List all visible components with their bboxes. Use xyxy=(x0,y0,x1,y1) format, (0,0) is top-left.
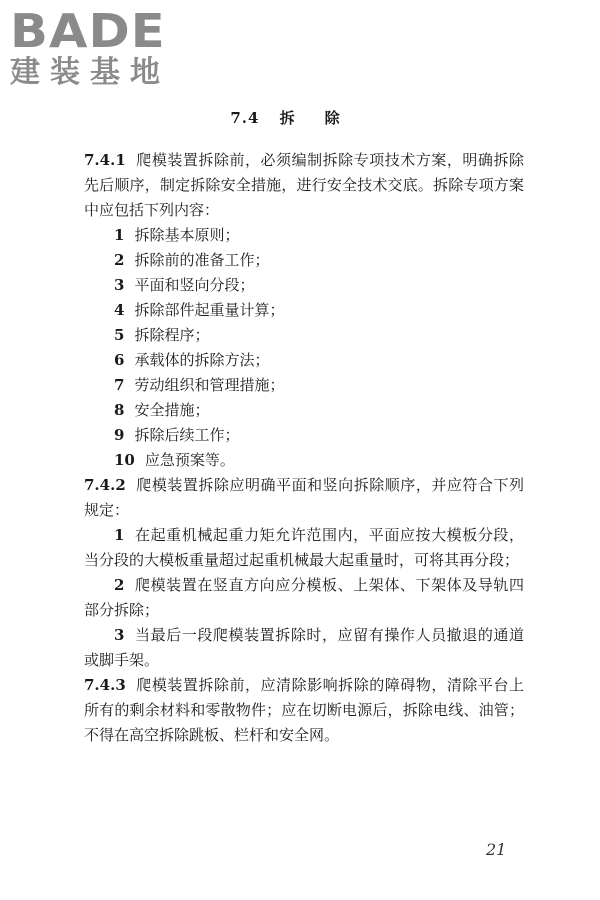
clause-7-4-2 xyxy=(84,473,524,523)
clause-text: 爬模装置拆除应明确平面和竖向拆除顺序，并应符合下列规定： xyxy=(84,476,524,519)
list-item: 4 拆除部件起重量计算； xyxy=(114,301,285,319)
clause-text: 爬模装置拆除前，应清除影响拆除的障碍物，清除平台上所有的剩余材料和零散物件；应在切断电源后，拆除电线、油管；不得在高空拆除跳板、栏杆和安全网。 xyxy=(84,676,524,744)
list-item: 1 在起重机械起重力矩允许范围内，平面应按大模板分段，当分段的大模板重量超过起重机械最大起重量时，可将其再分段； xyxy=(84,526,524,569)
list-item: 5 拆除程序； xyxy=(114,326,210,344)
section-number: 7.4 xyxy=(230,109,260,127)
list-item: 8 安全措施； xyxy=(114,401,210,419)
clause-7-4-1 xyxy=(84,148,524,223)
document-body xyxy=(84,148,524,748)
clause-number: 7.4.2 xyxy=(84,476,126,494)
page-number: 21 xyxy=(486,840,507,859)
list-item: 9 拆除后续工作； xyxy=(114,426,240,444)
list-item: 7 劳动组织和管理措施； xyxy=(114,376,285,394)
logo-subtitle: 建装基地 xyxy=(10,55,170,90)
section-title-text: 拆除 xyxy=(279,109,370,127)
list-item: 3 平面和竖向分段； xyxy=(114,276,255,294)
list-item: 2 拆除前的准备工作； xyxy=(114,251,270,269)
list-item: 2 爬模装置在竖直方向应分模板、上架体、下架体及导轨四部分拆除； xyxy=(84,576,524,619)
clause-number: 7.4.1 xyxy=(84,151,126,169)
clause-number: 7.4.3 xyxy=(84,676,126,694)
list-item: 1 拆除基本原则； xyxy=(114,226,240,244)
list-item: 6 承载体的拆除方法； xyxy=(114,351,270,369)
logo-brand: BADE xyxy=(10,4,166,58)
clause-7-4-3 xyxy=(84,673,524,748)
section-title xyxy=(0,107,600,128)
list-item: 10 应急预案等。 xyxy=(114,451,235,469)
logo xyxy=(10,4,180,90)
clause-text: 爬模装置拆除前，必须编制拆除专项技术方案，明确拆除先后顺序，制定拆除安全措施，进行安全技术交底。拆除专项方案中应包括下列内容： xyxy=(84,151,524,219)
list-item: 3 当最后一段爬模装置拆除时，应留有操作人员撤退的通道或脚手架。 xyxy=(84,626,524,669)
